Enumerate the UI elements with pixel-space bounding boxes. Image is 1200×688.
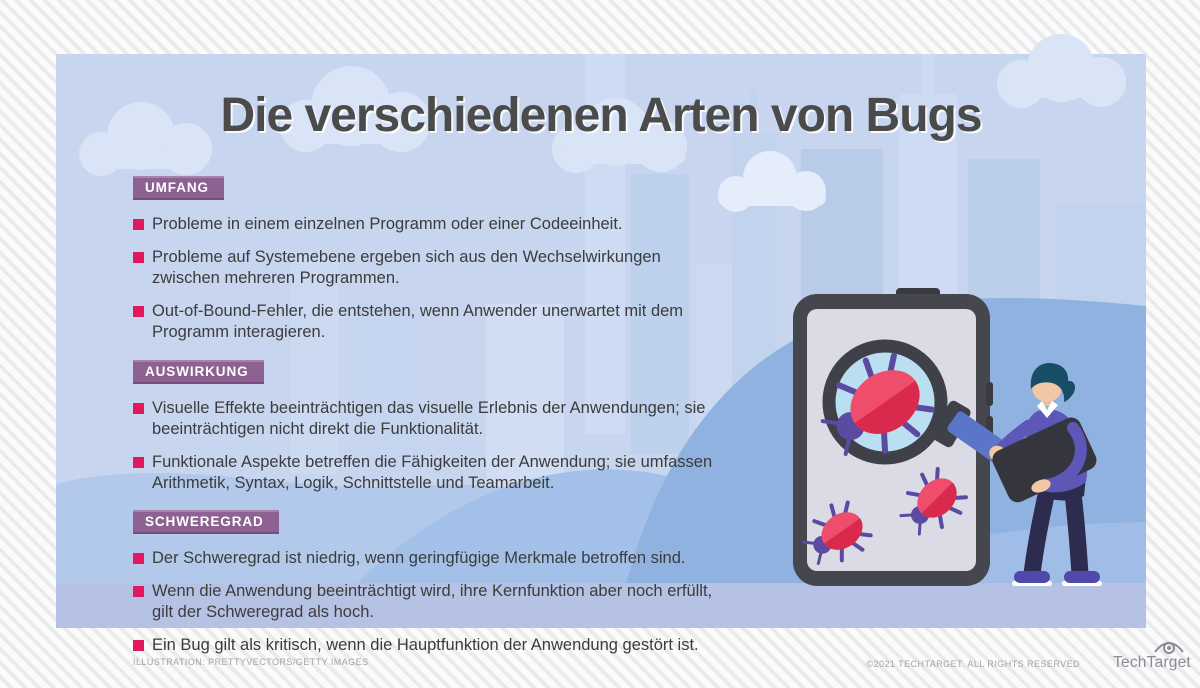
content-column	[133, 176, 733, 656]
bullet-text: Ein Bug gilt als kritisch, wenn die Hauptfunktion der Anwendung gestört ist.	[152, 636, 699, 655]
bullet-square-icon	[133, 306, 144, 317]
info-section	[133, 360, 733, 494]
illustration-credit: ILLUSTRATION: PRETTYVECTORS/GETTY IMAGES	[133, 657, 369, 667]
bullet-item	[133, 214, 733, 235]
bullet-square-icon	[133, 219, 144, 230]
shoe-icon	[1064, 571, 1100, 583]
bullet-item	[133, 301, 733, 343]
bullet-text: Out-of-Bound-Fehler, die entstehen, wenn Anwender unerwartet mit dem Programm interagieren.	[152, 302, 684, 342]
brand-name: TechTarget	[1113, 654, 1191, 671]
person-leg	[1032, 486, 1048, 574]
copyright-text: ©2021 TECHTARGET. ALL RIGHTS RESERVED	[866, 659, 1080, 669]
bullet-square-icon	[133, 640, 144, 651]
bullet-text: Probleme auf Systemebene ergeben sich aus den Wechselwirkungen zwischen mehreren Programmen.	[152, 248, 661, 288]
bullet-square-icon	[133, 252, 144, 263]
info-section	[133, 176, 733, 344]
bullet-item	[133, 548, 733, 569]
bullet-item	[133, 452, 733, 494]
bullet-square-icon	[133, 553, 144, 564]
bullet-item	[133, 398, 733, 440]
bullet-text: Funktionale Aspekte betreffen die Fähigkeiten der Anwendung; sie umfassen Arithmetik, Syntax, Logik, Schnittstelle und Teamarbeit.	[152, 452, 713, 492]
bullet-item	[133, 635, 733, 656]
page-title: Die verschiedenen Arten von Bugs	[220, 89, 982, 142]
info-section	[133, 510, 733, 656]
bullet-text: Wenn die Anwendung beeinträchtigt wird, ihre Kernfunktion aber noch erfüllt, gilt der Schweregrad als hoch.	[152, 582, 713, 622]
section-badge: UMFANG	[133, 176, 224, 200]
bullet-item	[133, 247, 733, 289]
bullet-text: Visuelle Effekte beeinträchtigen das visuelle Erlebnis der Anwendungen; sie beeinträchtigen nicht direkt die Funktionalität.	[152, 398, 706, 438]
section-badge: AUSWIRKUNG	[133, 360, 264, 384]
person-leg	[1072, 486, 1080, 574]
techtarget-logo	[1112, 637, 1192, 672]
bullet-item	[133, 581, 733, 623]
bullet-square-icon	[133, 403, 144, 414]
eye-icon	[1152, 637, 1186, 654]
infographic-card	[56, 54, 1146, 655]
bullet-square-icon	[133, 457, 144, 468]
section-badge: SCHWEREGRAD	[133, 510, 279, 534]
bullet-square-icon	[133, 586, 144, 597]
bullet-text: Probleme in einem einzelnen Programm oder einer Codeeinheit.	[152, 215, 623, 233]
bug-illustration	[746, 284, 1166, 644]
bullet-text: Der Schweregrad ist niedrig, wenn geringfügige Merkmale betroffen sind.	[152, 548, 686, 567]
shoe-icon	[1014, 571, 1050, 583]
